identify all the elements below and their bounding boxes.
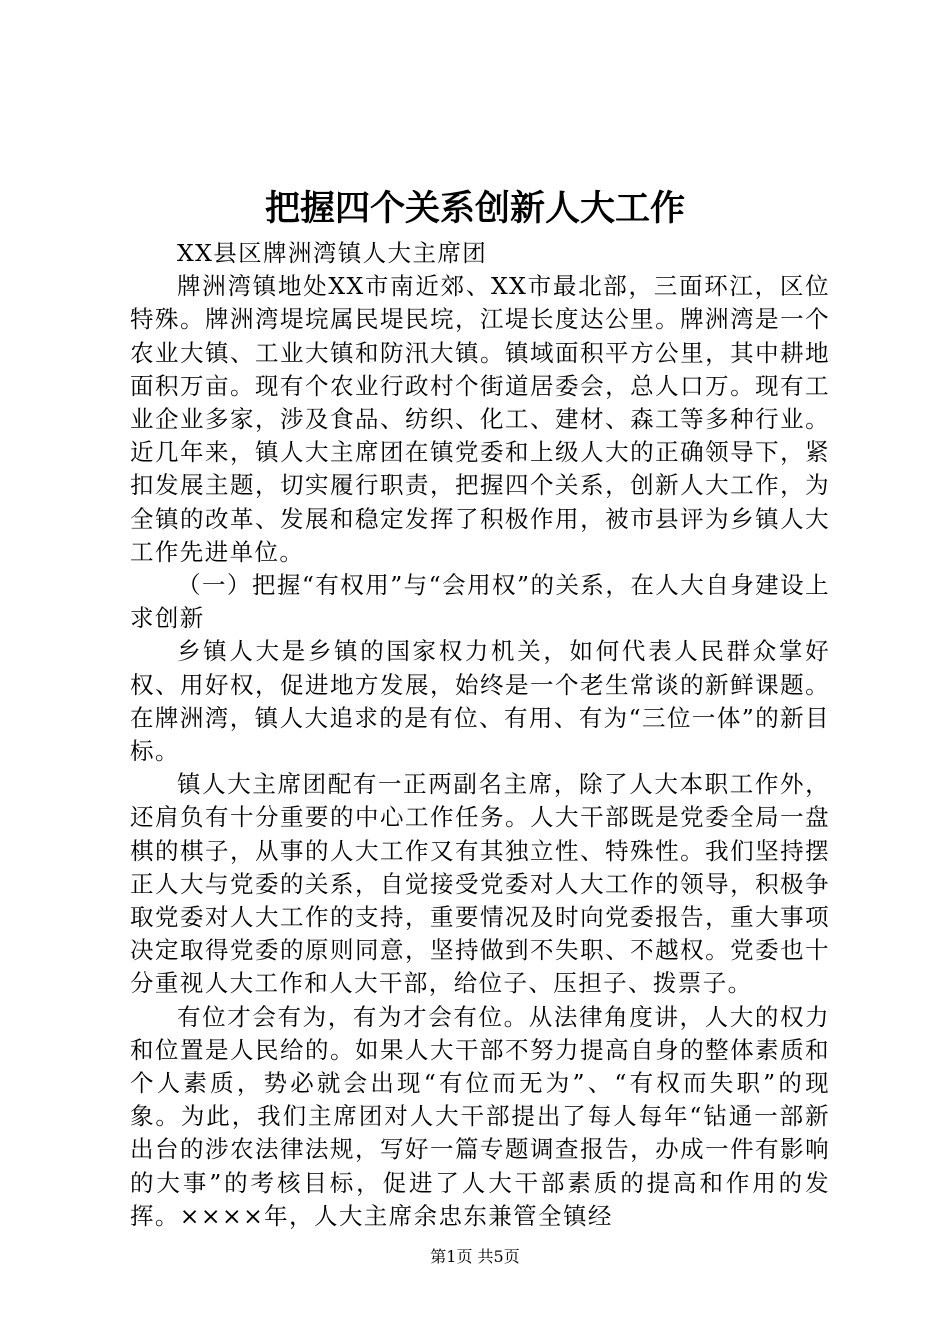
document-title: 把握四个关系创新人大工作 [264, 188, 685, 229]
paragraph-intro: 牌洲湾镇地处XX市南近郊、XX市最北部，三面环江，区位特殊。牌洲湾堤垸属民堤民垸，江堤长度达公里。牌洲湾是一个农业大镇、工业大镇和防汛大镇。镇域面积平方公里，其中耕地面积万亩。现有个农业行政村个街道居委会，总人口万。现有工业企业多家，涉及食品、纺织、化工、建材、森工等多种行业。近几年来，镇人大主席团在镇党委和上级人大的正确领导下，紧扣发展主题，切实履行职责，把握四个关系，创新人大工作，为全镇的改革、发展和稳定发挥了积极作用，被市县评为乡镇人大工作先进单位。 [130, 272, 830, 566]
paragraph-3: 镇人大主席团配有一正两副名主席，除了人大本职工作外，还肩负有十分重要的中心工作任务。人大干部既是党委全局一盘棋的棋子，从事的人大工作又有其独立性、特殊性。我们坚持摆正人大与党委的关系，自觉接受党委对人大工作的领导，积极争取党委对人大工作的支持，重要情况及时向党委报告，重大事项决定取得党委的原则同意，坚持做到不失职、不越权。党委也十分重视人大工作和人大干部，给位子、压担子、拨票子。 [130, 770, 830, 998]
page-number-footer: 第1页 共5页 [430, 1247, 520, 1266]
document-body [130, 237, 830, 1233]
author-line: XX县区牌洲湾镇人大主席团 [177, 239, 488, 267]
section-heading: （一）把握“有权用”与“会用权”的关系，在人大自身建设上求创新 [130, 571, 830, 633]
paragraph-2: 乡镇人大是乡镇的国家权力机关，如何代表人民群众掌好权、用好权，促进地方发展，始终是一个老生常谈的新鲜课题。在牌洲湾，镇人大追求的是有位、有用、有为“三位一体”的新目标。 [130, 637, 830, 766]
paragraph-4: 有位才会有为，有为才会有位。从法律角度讲，人大的权力和位置是人民给的。如果人大干部不努力提高自身的整体素质和个人素质，势必就会出现“有位而无为”、“有权而失职”的现象。为此，我们主席团对人大干部提出了每人每年“钻通一部新出台的涉农法律法规，写好一篇专题调查报告，办成一件有影响的大事”的考核目标，促进了人大干部素质的提高和作用的发挥。××××年，人大主席余忠东兼管全镇经 [130, 1002, 830, 1230]
